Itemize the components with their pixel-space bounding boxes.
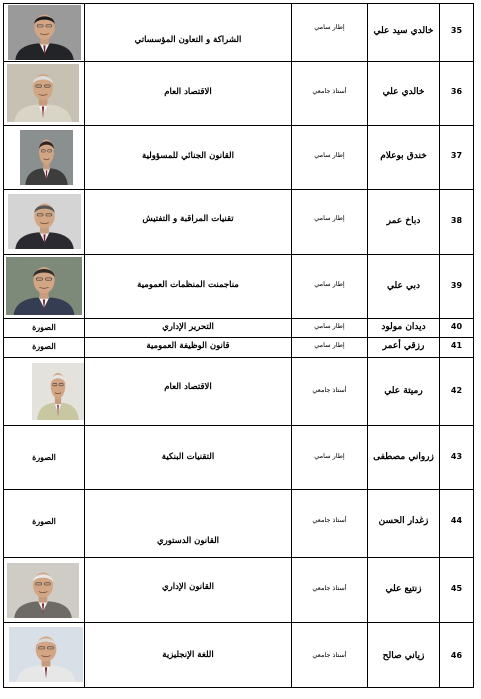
photo-cell: [4, 126, 85, 190]
name-text: رزقي أعمر: [382, 341, 425, 351]
name-cell: [368, 4, 440, 62]
grade-text: إطار سامي: [314, 341, 345, 349]
subject-cell: [85, 338, 292, 358]
grade-text: إطار سامي: [314, 280, 345, 288]
subject-cell: [85, 623, 292, 688]
row-number: 38: [450, 216, 463, 225]
grade-text: إطار سامي: [314, 151, 345, 159]
grade-text: إطار سامي: [314, 23, 345, 31]
table-row: [4, 558, 474, 623]
name-text: دباخ عمر: [386, 216, 421, 226]
subject-text: قانون الوظيفة العمومية: [146, 341, 230, 351]
subject-text: التحرير الإداري: [162, 322, 214, 332]
name-cell: [368, 338, 440, 358]
subject-cell: [85, 558, 292, 623]
photo-cell: [4, 623, 85, 688]
grade-text: أستاذ جامعي: [312, 584, 347, 592]
portrait-photo: [6, 257, 82, 315]
photo-cell: [4, 426, 85, 490]
number-cell: [440, 4, 474, 62]
grade-text: أستاذ جامعي: [312, 386, 347, 394]
number-cell: [440, 426, 474, 490]
number-cell: [440, 126, 474, 190]
number-cell: [440, 255, 474, 319]
name-cell: [368, 319, 440, 338]
number-cell: [440, 319, 474, 338]
name-cell: [368, 623, 440, 688]
grade-cell: [292, 490, 368, 558]
grade-cell: [292, 319, 368, 338]
table-row: [4, 190, 474, 255]
row-number: 45: [450, 584, 463, 593]
photo-cell: [4, 190, 85, 255]
subject-cell: [85, 62, 292, 126]
subject-text: الاقتصاد العام: [164, 382, 212, 392]
name-text: دبي علي: [387, 281, 420, 291]
number-cell: [440, 190, 474, 255]
grade-text: إطار سامي: [314, 452, 345, 460]
subject-text: القانون الإداري: [162, 582, 214, 592]
portrait-photo: [8, 5, 81, 60]
row-number: 35: [450, 26, 463, 35]
photo-cell: [4, 255, 85, 319]
subject-cell: [85, 319, 292, 338]
portrait-photo: [20, 130, 73, 185]
portrait-photo: [9, 627, 83, 682]
subject-cell: [85, 358, 292, 426]
photo-cell: [4, 558, 85, 623]
grade-cell: [292, 358, 368, 426]
grade-cell: [292, 426, 368, 490]
row-number: 42: [450, 386, 463, 395]
name-text: زرواني مصطفى: [373, 452, 434, 462]
table-row: [4, 62, 474, 126]
subject-cell: [85, 126, 292, 190]
photo-cell: [4, 490, 85, 558]
row-number: 39: [450, 281, 463, 290]
photo-cell: [4, 4, 85, 62]
subject-text: الشراكة و التعاون المؤسساتي: [134, 35, 242, 45]
name-cell: [368, 255, 440, 319]
row-number: 37: [450, 151, 463, 160]
name-text: خالدي علي: [382, 87, 425, 97]
photo-cell: [4, 319, 85, 338]
name-text: زغدار الحسن: [378, 516, 429, 526]
grade-cell: [292, 190, 368, 255]
grade-cell: [292, 558, 368, 623]
subject-text: اللغة الإنجليزية: [162, 650, 214, 660]
subject-cell: [85, 490, 292, 558]
grade-text: أستاذ جامعي: [312, 651, 347, 659]
grade-text: إطار سامي: [314, 322, 345, 330]
name-cell: [368, 126, 440, 190]
grade-text: أستاذ جامعي: [312, 87, 347, 95]
number-cell: [440, 338, 474, 358]
grade-cell: [292, 338, 368, 358]
name-cell: [368, 426, 440, 490]
table-row: [4, 358, 474, 426]
row-number: 44: [450, 516, 463, 525]
subject-text: التقنيات البنكية: [161, 452, 215, 462]
subject-cell: [85, 190, 292, 255]
number-cell: [440, 558, 474, 623]
grade-cell: [292, 255, 368, 319]
grade-cell: [292, 62, 368, 126]
name-cell: [368, 558, 440, 623]
table-row: [4, 126, 474, 190]
name-text: زنتيع علي: [385, 584, 422, 594]
portrait-photo: [7, 563, 79, 618]
table-row: [4, 426, 474, 490]
subject-text: مناجمنت المنظمات العمومية: [137, 280, 239, 290]
name-cell: [368, 490, 440, 558]
subject-cell: [85, 426, 292, 490]
number-cell: [440, 358, 474, 426]
table-row: [4, 338, 474, 358]
grade-cell: [292, 126, 368, 190]
name-text: زياني صالح: [382, 651, 425, 661]
photo-cell: [4, 358, 85, 426]
subject-text: تقنيات المراقبة و التفتيش: [142, 214, 234, 224]
grade-text: إطار سامي: [314, 214, 345, 222]
portrait-photo: [8, 194, 81, 249]
name-text: خندق بوعلام: [380, 151, 427, 161]
name-cell: [368, 190, 440, 255]
portrait-photo: [7, 64, 79, 122]
number-cell: [440, 623, 474, 688]
name-text: ديدان مولود: [381, 322, 426, 332]
photo-placeholder-label: الصورة: [32, 341, 56, 351]
subject-text: الاقتصاد العام: [164, 87, 212, 97]
subject-cell: [85, 4, 292, 62]
name-text: رميتة علي: [384, 386, 423, 396]
subject-text: القانون الجنائي للمسؤولية: [142, 151, 234, 161]
name-cell: [368, 62, 440, 126]
table-row: [4, 255, 474, 319]
subject-text: القانون الدستوري: [156, 536, 220, 546]
photo-placeholder-label: الصورة: [32, 322, 56, 332]
table-row: [4, 623, 474, 688]
name-cell: [368, 358, 440, 426]
row-number: 41: [450, 341, 463, 350]
number-cell: [440, 62, 474, 126]
row-number: 36: [450, 87, 463, 96]
photo-placeholder-label: الصورة: [32, 516, 56, 526]
staff-roster-table: [3, 3, 474, 688]
photo-cell: [4, 338, 85, 358]
grade-cell: [292, 623, 368, 688]
subject-cell: [85, 255, 292, 319]
table-row: [4, 319, 474, 338]
portrait-photo: [32, 363, 84, 420]
grade-text: أستاذ جامعي: [312, 516, 347, 524]
name-text: خالدي سيد علي: [373, 26, 434, 36]
row-number: 40: [450, 322, 463, 331]
table-row: [4, 4, 474, 62]
grade-cell: [292, 4, 368, 62]
photo-placeholder-label: الصورة: [32, 452, 56, 462]
table-row: [4, 490, 474, 558]
row-number: 43: [450, 452, 463, 461]
number-cell: [440, 490, 474, 558]
row-number: 46: [450, 651, 463, 660]
photo-cell: [4, 62, 85, 126]
